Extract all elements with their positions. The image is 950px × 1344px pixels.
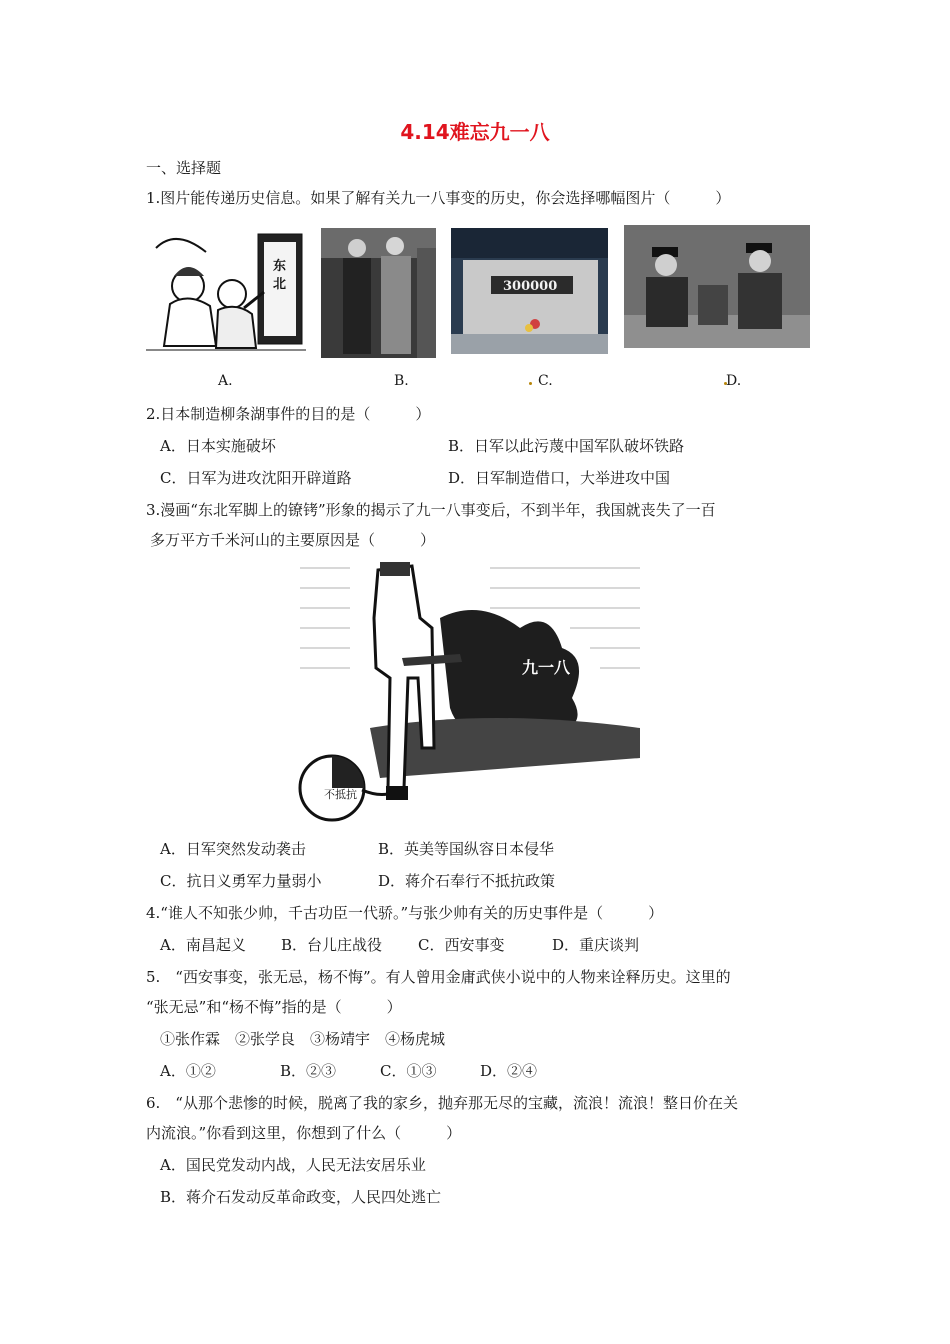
question-5-stem-line2: “张无忌”和“杨不悔”指的是（ ） (146, 998, 402, 1016)
q1-image-a-cartoon (146, 228, 306, 358)
q1-image-c-memorial (451, 228, 608, 354)
q5-option-c: C．①③ (380, 1062, 437, 1080)
q4-option-d: D．重庆谈判 (552, 936, 640, 954)
cartoon-ball-text: 不抵抗 (324, 788, 357, 801)
q4-option-c: C．西安事变 (418, 936, 505, 954)
q5-option-d: D．②④ (480, 1062, 538, 1080)
q3-option-c: C．抗日义勇军力量弱小 (160, 872, 322, 890)
q1-image-b-photo (321, 228, 436, 358)
question-3-stem-line2: 多万平方千米河山的主要原因是（ ） (150, 531, 436, 549)
q1-label-b: B. (394, 373, 409, 389)
q5-option-a: A．①② (160, 1062, 216, 1080)
q2-option-a: A．日本实施破坏 (160, 437, 276, 455)
image-a-sign-east: 东 (273, 259, 287, 274)
question-2-stem: 2.日本制造柳条湖事件的目的是（ ） (146, 405, 431, 423)
q3-option-a: A．日军突然发动袭击 (160, 840, 306, 858)
page-title: 4.14难忘九一八 (400, 120, 550, 144)
question-4-stem: 4.“谁人不知张少帅，千古功臣一代骄。”与张少帅有关的历史事件是（ ） (146, 904, 664, 922)
question-6-stem-line2: 内流浪。”你看到这里，你想到了什么（ ） (146, 1124, 462, 1142)
question-1-stem: 1.图片能传递历史信息。如果了解有关九一八事变的历史，你会选择哪幅图片（ ） (146, 189, 731, 207)
q2-option-c: C．日军为进攻沈阳开辟道路 (160, 469, 352, 487)
q1-label-c: C. (538, 373, 553, 389)
question-5-stem-line1: 5. “西安事变，张无忌，杨不悔”。有人曾用金庸武侠小说中的人物来诠释历史。这里的 (146, 968, 731, 986)
q1-label-d: D. (726, 373, 742, 389)
q5-items: ①张作霖 ②张学良 ③杨靖宇 ④杨虎城 (160, 1030, 446, 1048)
cartoon-smoke-text: 九一八 (522, 658, 571, 677)
q4-option-b: B．台儿庄战役 (281, 936, 383, 954)
q3-cartoon-shackled-soldier (290, 558, 652, 828)
q2-option-b: B．日军以此污蔑中国军队破坏铁路 (448, 437, 685, 455)
q5-option-b: B．②③ (280, 1062, 337, 1080)
q3-option-d: D．蒋介石奉行不抵抗政策 (378, 872, 556, 890)
image-c-number: 300000 (503, 279, 558, 294)
q1-label-a: A. (218, 373, 233, 389)
q6-option-b: B．蒋介石发动反革命政变，人民四处逃亡 (160, 1188, 442, 1206)
q4-option-a: A．南昌起义 (160, 936, 246, 954)
q6-option-a: A．国民党发动内战，人民无法安居乐业 (160, 1156, 426, 1174)
image-a-sign-north: 北 (273, 277, 287, 292)
q3-option-b: B．英美等国纵容日本侵华 (378, 840, 555, 858)
mark-dot (529, 382, 532, 385)
q2-option-d: D．日军制造借口，大举进攻中国 (448, 469, 671, 487)
section-heading: 一、选择题 (146, 159, 222, 177)
question-6-stem-line1: 6. “从那个悲惨的时候，脱离了我的家乡，抛弃那无尽的宝藏，流浪！流浪！整日价在关 (146, 1094, 738, 1112)
q1-image-d-soldiers (624, 225, 810, 348)
question-3-stem-line1: 3.漫画“东北军脚上的镣铐”形象的揭示了九一八事变后，不到半年，我国就丧失了一百 (146, 501, 716, 519)
